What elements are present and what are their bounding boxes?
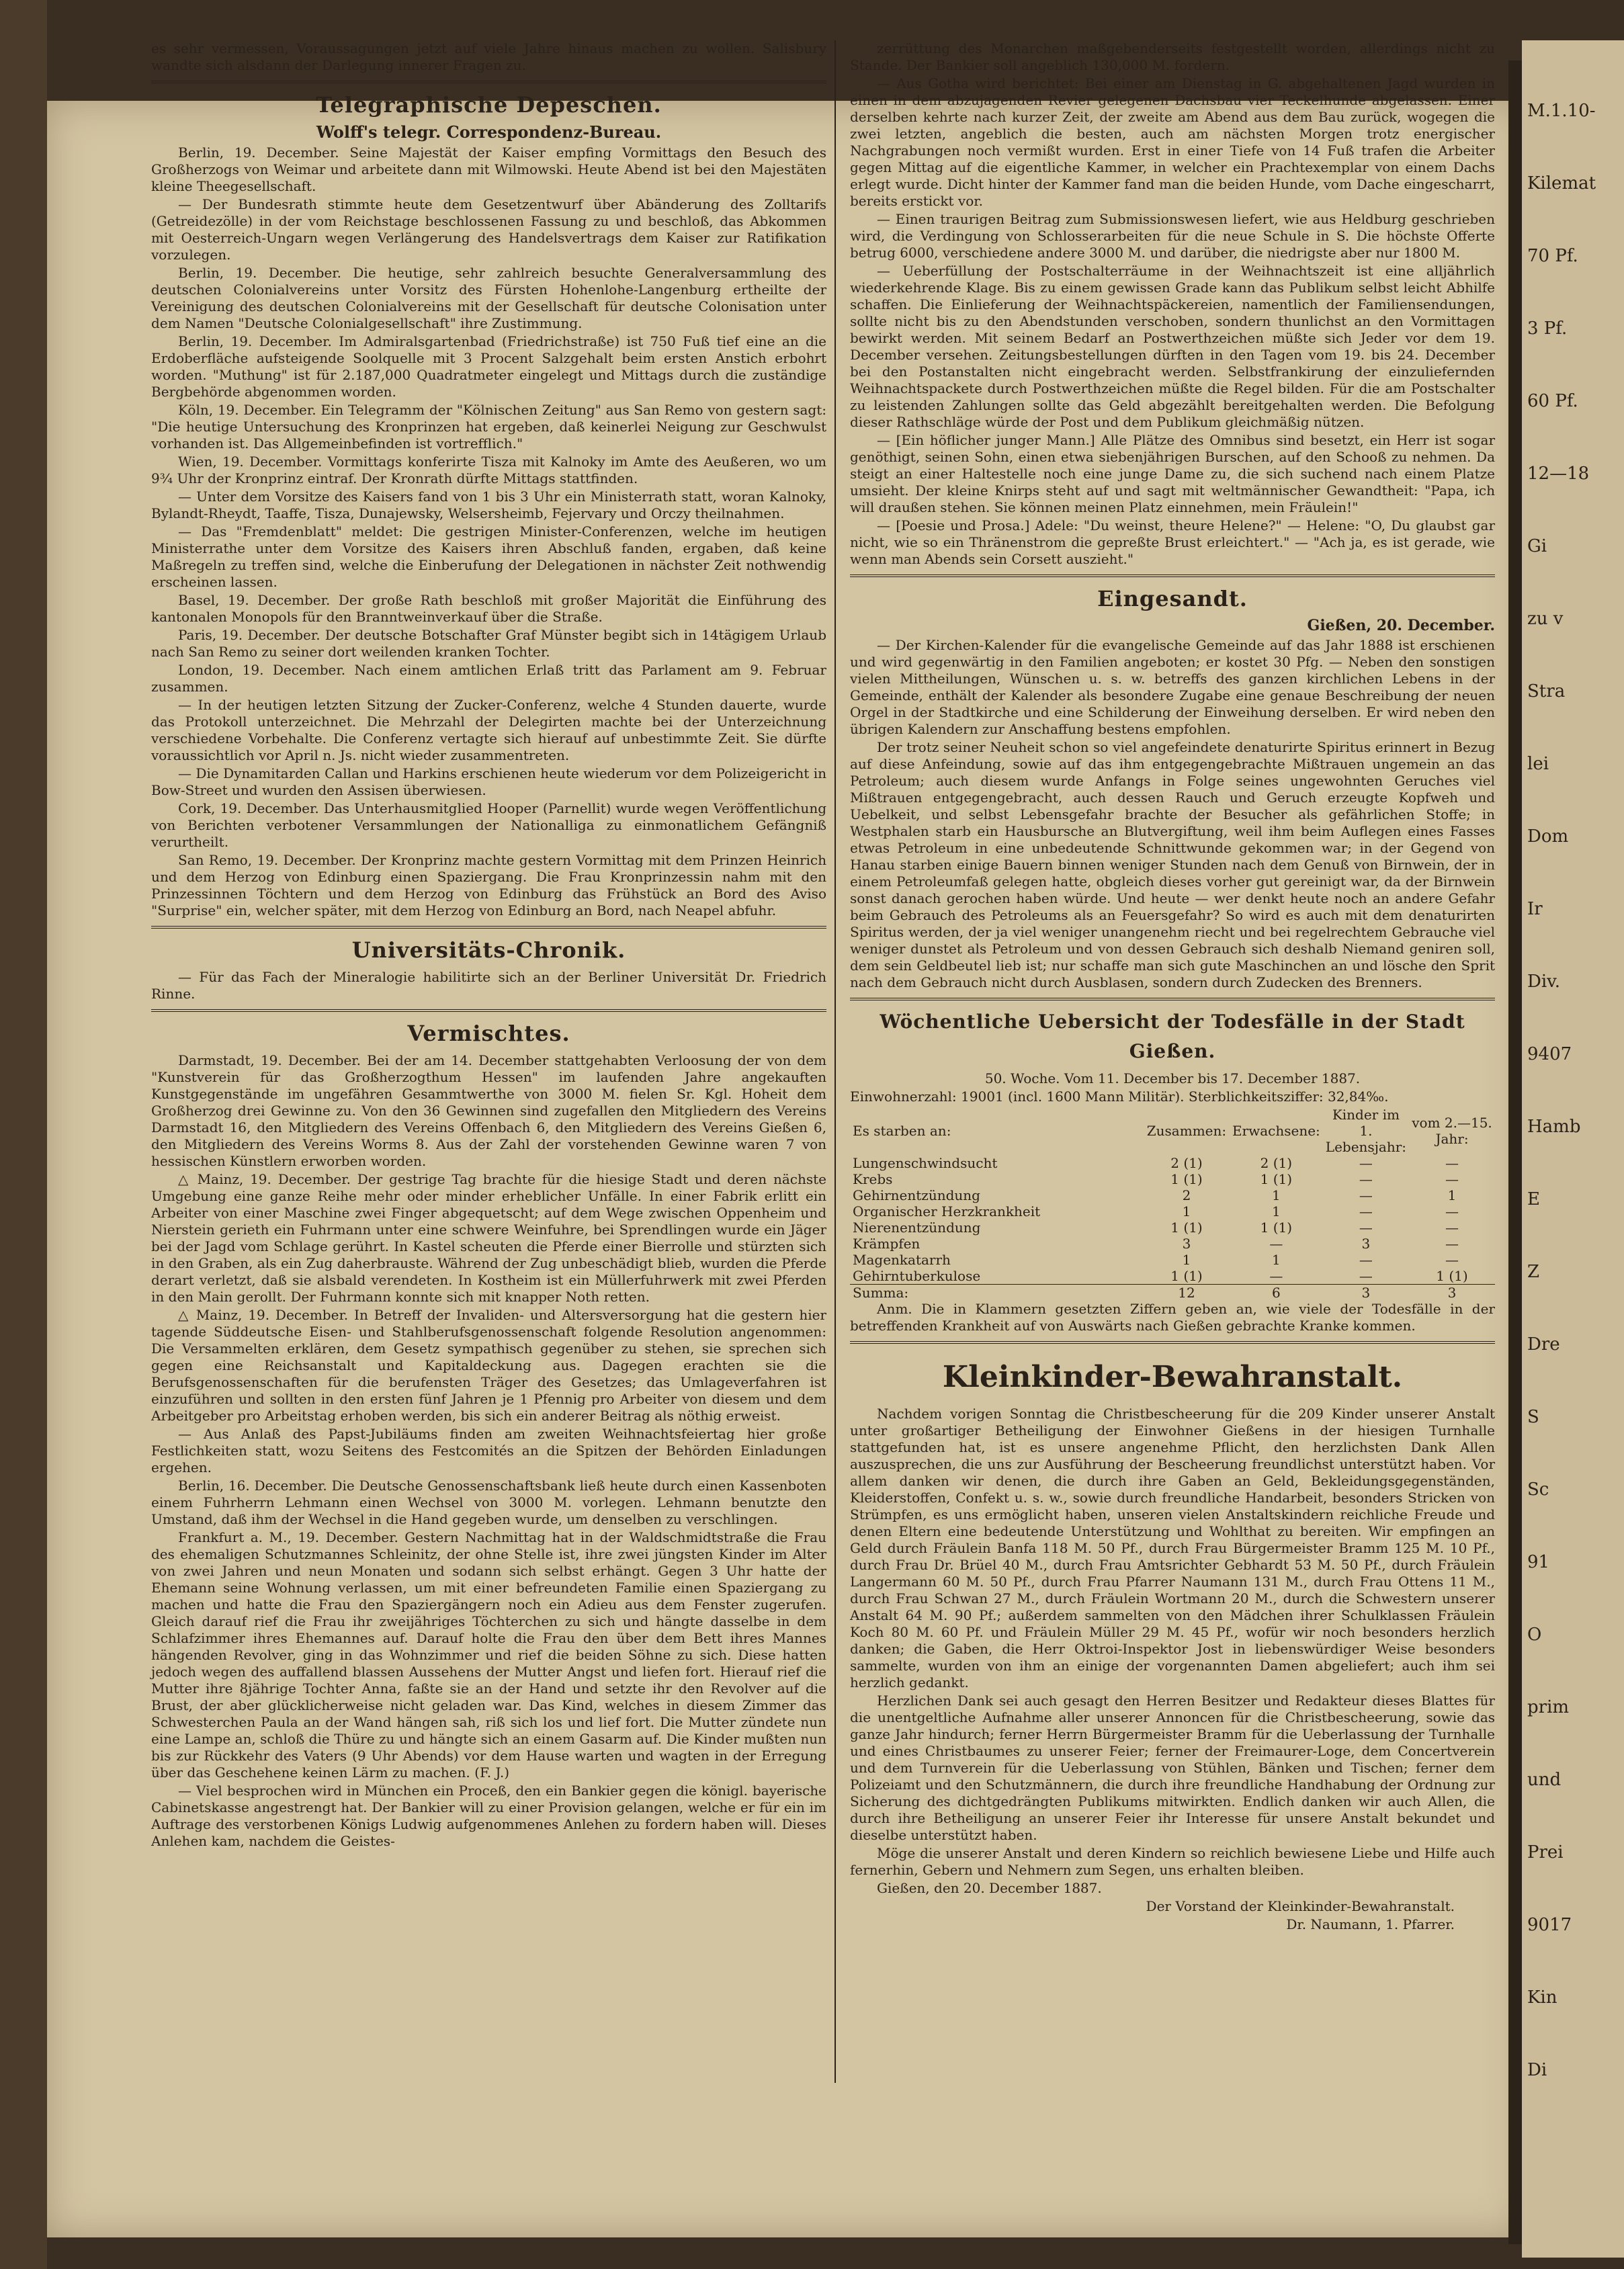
table-summary-row <box>850 1285 1495 1301</box>
misc-item: △ Mainz, 19. December. In Betreff der Invaliden- und Altersversorgung hat die gestern hier tagende Süddeutsche Eisen- und Stahlberufsgenossenschaft folgende Resolution angenommen: Die Versammelten erklären, dem Gesetz sympathisch gegenüber zu stehen, sie sprechen sich gegen eine Reichsanstalt und Kapitaldeckung aus. Dagegen erachten sie die Berufsgenossenschaften für die berufensten Träger des Gesetzes; das Umlageverfahren ist einzuführen und sollten in den ersten fünf Jahren je 1 Pfennig pro Arbeiter von diesem und dem Arbeitgeber pro Arbeitstag erhoben werden, bis sich ein anderer Beitrag als nöthig erweist. <box>151 1307 826 1424</box>
adjacent-page-fragment: Dom <box>1527 826 1569 847</box>
telegraph-item: Berlin, 19. December. Im Admiralsgartenbad (Friedrichstraße) ist 750 Fuß tief eine an die Erdoberfläche aufsteigende Soolquelle mit 3 Procent Salzgehalt beim ersten Anstich erbohrt worden. "Muthung" ist für 2.187,000 Quadratmeter eingelegt und Mittags durch die zuständige Bergbehörde abgenommen worden. <box>151 333 826 400</box>
count-cell: — <box>1445 1203 1459 1219</box>
telegraph-item: Berlin, 19. December. Seine Majestät der Kaiser empfing Vormittags den Besuch des Großherzogs von Weimar und arbeitete dann mit Wilmowski. Heute Abend ist bei den Majestäten kleine Theegesellschaft. <box>151 144 826 194</box>
count-cell: 1 <box>1272 1187 1281 1203</box>
count-cell: — <box>1445 1155 1459 1171</box>
count-cell: 1 (1) <box>1170 1268 1203 1284</box>
misc-item: Darmstadt, 19. December. Bei der am 14. December stattgehabten Verloosung der von dem "Kunstverein für das Großherzogthum Hessen" im laufenden Jahre angekauften Kunstgegenstände im ungefähren Gesammtwerthe von 3000 M. fielen Sr. Kgl. Hoheit dem Großherzog drei Gewinne zu. Von den 36 Gewinnen sind zugefallen den Mitgliedern des Vereins Darmstadt 16, den Mitgliedern des Vereins Offenbach 6, den Mitgliedern des Vereins Gießen 6, den Mitgliedern des Vereins Worms 8. Aus der Zahl der vorstehenden Gewinne waren 7 von hessischen Künstlern erworben worden. <box>151 1052 826 1169</box>
count-cell: — <box>1359 1252 1373 1268</box>
cause-cell: Krämpfen <box>853 1236 921 1252</box>
news-item: — [Ein höflicher junger Mann.] Alle Plätze des Omnibus sind besetzt, ein Herr ist sogar genöthigt, seinen Sohn, einen etwa siebenjährigen Burschen, auf den Schooß zu nehmen. Da steigt an einer Haltestelle noch eine junge Dame zu, die sich suchend nach einem Platze umsieht. Der kleine Knirps steht auf und sagt mit weltmännischer Gewandtheit: "Papa, ich will draußen stehen. Sie können meinen Platz einnehmen, mein Fräulein!" <box>850 432 1495 515</box>
count-cell: — <box>1359 1187 1373 1203</box>
column-rule <box>835 40 836 2083</box>
section-divider <box>151 81 826 83</box>
telegraph-item: — Die Dynamitarden Callan und Harkins erschienen heute wiederum vor dem Polizeigericht in Bow-Street und wurden den Assisen überwiesen. <box>151 765 826 798</box>
summa-cell: 3 <box>1323 1285 1409 1301</box>
count-cell: — <box>1359 1155 1373 1171</box>
adjacent-page-fragment: lei <box>1527 754 1549 774</box>
adjacent-page-fragment: S <box>1527 1407 1539 1427</box>
section-divider <box>850 574 1495 577</box>
adjacent-page-fragment: Di <box>1527 2060 1547 2080</box>
adjacent-page-fragment: Prei <box>1527 1842 1564 1863</box>
count-cell: — <box>1269 1236 1283 1252</box>
continued-list <box>850 40 1495 568</box>
adjacent-page-fragment: Z <box>1527 1262 1540 1282</box>
count-cell: 2 (1) <box>1260 1155 1293 1171</box>
telegraph-item: Köln, 19. December. Ein Telegramm der "Kölnischen Zeitung" aus San Remo von gestern sagt: "Die heutige Untersuchung des Kronprinzen hat ergeben, daß keinerlei Neigung zur Geschwulst vorhanden ist. Das Allgemeinbefinden ist vortrefflich." <box>151 402 826 452</box>
count-cell: 1 <box>1447 1187 1457 1203</box>
count-cell: — <box>1359 1219 1373 1236</box>
count-cell: 1 (1) <box>1436 1268 1468 1284</box>
telegraph-list <box>151 144 826 919</box>
cause-cell: Organischer Herzkrankheit <box>853 1203 1041 1219</box>
column-header: Zusammen: <box>1146 1123 1227 1139</box>
adjacent-page-fragment: 70 Pf. <box>1527 246 1578 266</box>
adjacent-page-fragment: 12—18 <box>1527 464 1590 484</box>
count-cell: 2 <box>1182 1187 1191 1203</box>
kinder-paragraph: Möge die unserer Anstalt und deren Kindern so reichlich bewiesene Liebe und Hilfe auch fernerhin, Gebern und Nehmern zum Segen, uns erhalten bleiben. <box>850 1845 1495 1878</box>
telegraph-item: San Remo, 19. December. Der Kronprinz machte gestern Vormittag mit dem Prinzen Heinrich und dem Herzog von Edinburg einen Spaziergang. Die Frau Kronprinzessin nahm mit den Prinzessinnen Töchtern und dem Herzog von Edinburg das Frühstück an Bord des Aviso "Surprise" ein, welcher später, mit dem Herzog von Edinburg an Bord, nach Neapel abfuhr. <box>151 852 826 918</box>
adjacent-page-fragment: 9017 <box>1527 1915 1572 1935</box>
cause-cell: Nierenentzündung <box>853 1219 981 1236</box>
count-cell: — <box>1359 1268 1373 1284</box>
column-header: Kinder im 1. Lebensjahr: <box>1325 1107 1407 1155</box>
cause-cell: Gehirnentzündung <box>853 1187 980 1203</box>
left-column <box>151 40 826 1851</box>
adjacent-page-fragment: Kilemat <box>1527 173 1596 194</box>
adjacent-page-fragment: 91 <box>1527 1552 1550 1572</box>
news-item: — Aus Gotha wird berichtet: Bei einer am Dienstag in G. abgehaltenen Jagd wurden in einen in dem abzujagenden Revier gelegenen Dachsbau vier Teckelhunde abgelassen. Einer derselben kehrte nach kurzer Zeit, der zweite am Abend aus dem Bau zurück, wogegen die zwei letzten, angeblich die besten, auch am nächsten Morgen trotz energischer Nachgrabungen noch vermißt wurden. Erst in einer Tiefe von 14 Fuß trafen die Arbeiter gegen Mittag auf die eigentliche Kammer, in welcher ein Prachtexemplar von einem Dachs erlegt wurde. Dicht hinter der Kammer fand man die beiden Hunde, vom Dache eingescharrt, bereits erstickt vor. <box>850 75 1495 209</box>
misc-list <box>151 1052 826 1850</box>
adjacent-page-fragment: Gi <box>1527 536 1547 556</box>
adjacent-page-edge <box>1522 40 1624 2258</box>
adjacent-page-fragment: und <box>1527 1770 1562 1790</box>
column-header: Es starben an: <box>853 1123 951 1139</box>
misc-heading: Vermischtes. <box>407 1021 570 1046</box>
telegraph-item: Berlin, 19. December. Die heutige, sehr zahlreich besuchte Generalversammlung des deutschen Colonialvereins unter Vorsitz des Fürsten Hohenlohe-Langenburg ertheilte der Vereinigung des deutschen Colonialvereins mit der Gesellschaft für deutsche Colonisation unter dem Namen "Deutsche Colonialgesellschaft" ihre Zustimmung. <box>151 265 826 331</box>
telegraph-heading: Telegraphische Depeschen. <box>316 92 662 118</box>
kinder-heading: Kleinkinder-Bewahranstalt. <box>942 1360 1403 1394</box>
count-cell: 1 <box>1272 1252 1281 1268</box>
count-cell: — <box>1445 1236 1459 1252</box>
telegraph-item: — Unter dem Vorsitze des Kaisers fand von 1 bis 3 Uhr ein Ministerrath statt, woran Kalnoky, Bylandt-Rheydt, Taaffe, Tisza, Dunajewsky, Welsersheimb, Fejervary und Orczy theilnahmen. <box>151 488 826 521</box>
adjacent-page-fragment: Stra <box>1527 681 1566 701</box>
adjacent-page-fragment: zu v <box>1527 609 1564 629</box>
adjacent-page-fragment: 60 Pf. <box>1527 391 1578 411</box>
right-column <box>850 40 1495 1934</box>
eingesandt-heading: Eingesandt. <box>1097 586 1248 611</box>
telegraph-item: Basel, 19. December. Der große Rath beschloß mit großer Majorität die Einführung des kantonalen Monopols für den Branntweinverkauf über die Straße. <box>151 592 826 625</box>
kinder-signature-name: Dr. Naumann, 1. Pfarrer. <box>1286 1916 1455 1932</box>
adjacent-page-fragment: M.1.10- <box>1527 101 1596 121</box>
kinder-list <box>850 1406 1495 1879</box>
cause-cell: Lungenschwindsucht <box>853 1155 998 1171</box>
telegraph-item: — In der heutigen letzten Sitzung der Zucker-Conferenz, welche 4 Stunden dauerte, wurde das Protokoll unterzeichnet. Die Mehrzahl der Delegirten machte bei der Unterzeichnung verschiedene Vorbehalte. Die Conferenz vertagte sich hierauf auf unbestimmte Zeit. Sie dürfte voraussichtlich vor April n. Js. nicht wieder zusammentreten. <box>151 697 826 763</box>
cause-cell: Magenkatarrh <box>853 1252 951 1268</box>
intro-paragraph: es sehr vermessen, Voraussagungen jetzt auf viele Jahre hinaus machen zu wollen. Salisbury wandte sich alsdann der Darlegung innerer Fragen zu. <box>151 40 826 73</box>
count-cell: — <box>1445 1252 1459 1268</box>
misc-item: — Viel besprochen wird in München ein Proceß, den ein Bankier gegen die königl. bayerische Cabinetskasse angestrengt hat. Der Bankier will zu einer Provision gelangen, welche er für ein im Auftrage des verstorbenen Königs Ludwig aufgenommenes Anlehen zu fordern haben will. Dieses Anlehen kam, nachdem die Geistes- <box>151 1783 826 1849</box>
news-item: — [Poesie und Prosa.] Adele: "Du weinst, theure Helene?" — Helene: "O, Du glaubst gar nicht, wie so ein Thränenstrom die gepreßte Brust erleichtert." — "Ach ja, es ist gerade, wie wenn man Abends sein Corsett auszieht." <box>850 517 1495 567</box>
count-cell: 1 (1) <box>1170 1171 1203 1187</box>
summa-cell: 6 <box>1230 1285 1323 1301</box>
count-cell: 1 <box>1182 1203 1191 1219</box>
misc-item: Berlin, 16. December. Die Deutsche Genossenschaftsbank ließ heute durch einen Kassenboten einem Fuhrherrn Lehmann einen Wechsel von 3000 M. vorlegen. Lehmann benutzte den Umstand, daß ihm der Wechsel in die Hand gegeben wurde, um denselben zu verschlingen. <box>151 1478 826 1527</box>
university-heading: Universitäts-Chronik. <box>351 937 626 963</box>
telegraph-item: Wien, 19. December. Vormittags konferirte Tisza mit Kalnoky im Amte des Aeußeren, wo um 9¾ Uhr der Kronprinz eintraf. Der Kronrath dürfte Mittags stattfinden. <box>151 454 826 486</box>
table-row <box>850 1219 1495 1236</box>
count-cell: 1 (1) <box>1260 1219 1293 1236</box>
eingesandt-dateline: Gießen, 20. December. <box>1307 617 1495 634</box>
deaths-note: Anm. Die in Klammern gesetzten Ziffern geben an, wie viele der Todesfälle in der betreffenden Krankheit auf von Auswärts nach Gießen gebrachte Kranke kommen. <box>850 1301 1495 1334</box>
section-divider <box>151 926 826 929</box>
count-cell: 1 <box>1272 1203 1281 1219</box>
section-divider <box>850 998 1495 1000</box>
telegraph-item: — Der Bundesrath stimmte heute dem Gesetzentwurf über Abänderung des Zolltarifs (Getreidezölle) in der vom Reichstage beschlossenen Fassung zu und beschloß, das Abkommen mit Oesterreich-Ungarn wegen Verlängerung des Handelsvertrags dem Kaiser zur Ratifikation vorzulegen. <box>151 196 826 263</box>
adjacent-page-fragment: O <box>1527 1625 1542 1645</box>
news-item: zerrüttung des Monarchen maßgebenderseits festgestellt worden, allerdings nicht zu Stande. Der Bankier soll angeblich 130,000 M. fordern. <box>850 40 1495 73</box>
book-binding <box>0 0 47 2269</box>
table-row <box>850 1252 1495 1268</box>
adjacent-page-fragment: 3 Pf. <box>1527 318 1568 339</box>
misc-item: △ Mainz, 19. December. Der gestrige Tag brachte für die hiesige Stadt und deren nächste Umgebung eine ganze Reihe mehr oder minder erheblicher Unfälle. In einer Fabrik erlitt ein Arbeiter von einer Maschine zwei Finger abgequetscht; auf dem Wege zwischen Oppenheim und Nierstein gerieth ein Fuhrmann unter eine schwere Weinfuhre, bei Sprendlingen wurde ein Jäger bei der Jagd vom Schlage gerührt. In Kastel scheuten die Pferde einer Bierrolle und stürzten sich in den Graben, als ein Zug daherbrauste. Während der Zug unbeschädigt blieb, wurden die Pferde derart verletzt, daß sie alsbald verendeten. In Kostheim ist ein Müllerfuhrwerk mit zwei Pferden in den Main gerollt. Der Fuhrmann konnte sich mit knapper Noth retten. <box>151 1171 826 1305</box>
adjacent-page-fragment: Dre <box>1527 1334 1560 1355</box>
deaths-heading: Wöchentliche Uebersicht der Todesfälle in der Stadt Gießen. <box>880 1011 1465 1062</box>
adjacent-page-fragment: 9407 <box>1527 1044 1572 1064</box>
cause-cell: Gehirntuberkulose <box>853 1268 981 1284</box>
telegraph-subheading: Wolff's telegr. Correspondenz-Bureau. <box>316 122 662 142</box>
news-item: — Ueberfüllung der Postschalterräume in der Weihnachtszeit ist eine alljährlich wiederkehrende Klage. Bis zu einem gewissen Grade kann das Publikum selbst leicht Abhilfe schaffen. Die Einlieferung der Weihnachtspäckereien, namentlich der Familiensendungen, sollte nicht bis zu den Abendstunden verschoben, sondern thunlichst an den Vormittagen bewirkt werden. Mit seinem Bedarf an Postwerthzeichen müßte sich Jeder vor dem 19. December versehen. Zeitungsbestellungen dürften in den Tagen vom 19. bis 24. December bei den Postanstalten nicht eingebracht werden. Selbstfrankirung der einzuliefernden Weihnachtspackete durch Postwerthzeichen müßte die Regel bilden. Für die am Postschalter zu leistenden Zahlungen sollte das Geld abgezählt bereitgehalten werden. Die Befolgung dieser Rathschläge würde der Post und dem Publikum gleichmäßig nützen. <box>850 263 1495 430</box>
deaths-table <box>850 1107 1495 1301</box>
cause-cell: Krebs <box>853 1171 893 1187</box>
table-row <box>850 1236 1495 1252</box>
table-row <box>850 1268 1495 1285</box>
news-item: — Einen traurigen Beitrag zum Submissionswesen liefert, wie aus Heldburg geschrieben wird, die Verdingung von Schlosserarbeiten für die neue Schule in S. Die höchste Offerte betrug 6000, verschiedene andere 3000 M. und darüber, die niedrigste aber nur 1800 M. <box>850 211 1495 261</box>
summa-label: Summa: <box>850 1285 1144 1301</box>
deaths-population: Einwohnerzahl: 19001 (incl. 1600 Mann Militär). Sterblichkeitsziffer: 32,84‰. <box>850 1088 1389 1105</box>
section-divider <box>151 1009 826 1012</box>
count-cell: — <box>1445 1219 1459 1236</box>
adjacent-page-fragment: Kin <box>1527 1987 1557 2008</box>
column-header: Erwachsene: <box>1232 1123 1320 1139</box>
count-cell: 3 <box>1361 1236 1371 1252</box>
table-row <box>850 1155 1495 1171</box>
page-gutter <box>1508 60 1522 2244</box>
telegraph-item: — Das "Fremdenblatt" meldet: Die gestrigen Minister-Conferenzen, welche im heutigen Ministerrathe unter dem Vorsitze des Kaisers ihren Abschluß fanden, ergaben, daß keine Maßregeln zu treffen sind, welche die Einberufung der Delegationen in nächster Zeit nothwendig erscheinen lassen. <box>151 523 826 590</box>
telegraph-item: Cork, 19. December. Das Unterhausmitglied Hooper (Parnellit) wurde wegen Veröffentlichung von Berichten verbotener Versammlungen der Nationalliga zu einmonatlichem Gefängniß verurtheilt. <box>151 800 826 850</box>
count-cell: — <box>1359 1203 1373 1219</box>
telegraph-item: Paris, 19. December. Der deutsche Botschafter Graf Münster begibt sich in 14tägigem Urlaub nach San Remo zu seiner dort weilenden kranken Tochter. <box>151 627 826 660</box>
adjacent-page-fragment: E <box>1527 1189 1540 1209</box>
deaths-week: 50. Woche. Vom 11. December bis 17. December 1887. <box>984 1070 1361 1086</box>
summa-cell: 12 <box>1144 1285 1230 1301</box>
adjacent-page-fragment: Sc <box>1527 1480 1549 1500</box>
adjacent-page-fragment: Hamb <box>1527 1117 1581 1137</box>
kinder-date: Gießen, den 20. December 1887. <box>877 1880 1102 1896</box>
university-text: — Für das Fach der Mineralogie habilitirte sich an der Berliner Universität Dr. Friedrich Rinne. <box>151 969 826 1002</box>
eingesandt-list <box>850 637 1495 991</box>
eingesandt-item: — Der Kirchen-Kalender für die evangelische Gemeinde auf das Jahr 1888 ist erschienen und wird gegenwärtig in den Familien angeboten; er kostet 30 Pfg. — Neben den sonstigen vielen Mittheilungen, Wünschen u. s. w. betreffs des ganzen kirchlichen Lebens in der Gemeinde, enthält der Kalender als besondere Zugabe eine genaue Beschreibung der neuen Orgel in der Stadtkirche und eine Schilderung der Einweihung derselben. Er wird neben den übrigen Kalendern zur Anschaffung bestens empfohlen. <box>850 637 1495 737</box>
misc-item: — Aus Anlaß des Papst-Jubiläums finden am zweiten Weihnachtsfeiertag hier große Festlichkeiten statt, wozu Seitens des Festcomités an die Spitzen der Behörden Einladungen ergehen. <box>151 1426 826 1475</box>
count-cell: — <box>1359 1171 1373 1187</box>
count-cell: — <box>1445 1171 1459 1187</box>
count-cell: 2 (1) <box>1170 1155 1203 1171</box>
section-divider <box>850 1341 1495 1344</box>
kinder-signature-board: Der Vorstand der Kleinkinder-Bewahranstalt. <box>1146 1898 1455 1914</box>
table-row <box>850 1187 1495 1203</box>
misc-item: Frankfurt a. M., 19. December. Gestern Nachmittag hat in der Waldschmidtstraße die Frau des ehemaligen Schutzmannes Schleinitz, der ohne Stelle ist, ihre zwei jüngsten Kinder im Alter von zwei Jahren und neun Monaten und sodann sich selbst erhängt. Gegen 3 Uhr hatte der Ehemann seine Wohnung verlassen, um mit einer befreundeten Familie einen Spaziergang zu machen und hatte die Frau den Spaziergängern noch ein Adieu aus dem Fenster zugerufen. Gleich darauf rief die Frau ihr zweijähriges Töchterchen zu sich und hängte dasselbe in dem Schlafzimmer ihres Ehemannes auf. Darauf holte die Frau den über dem Bett ihres Mannes hängenden Revolver, ging in das Wohnzimmer und rief die beiden Söhne zu sich. Diese hatten jedoch wegen des auffallend blassen Aussehens der Mutter Angst und liefen fort. Hierauf rief die Mutter ihre 8jährige Tochter Anna, faßte sie an der Hand und setzte ihr den Revolver auf die Brust, der aber glücklicherweise nicht geladen war. Das Kind, welches in diesem Zimmer das Schwesterchen Paula an der Wand hängen sah, riß sich los und lief fort. Die Mutter zündete nun eine Lampe an, schloß die Thüre zu und hängte sich an einem Gasarm auf. Die Kinder mußten nun bis zur Rückkehr des Vaters (9 Uhr Abends) vor dem Hause warten und wagten in der Erregung über das Geschehene keinen Lärm zu machen. (F. J.) <box>151 1529 826 1781</box>
telegraph-item: London, 19. December. Nach einem amtlichen Erlaß tritt das Parlament am 9. Februar zusammen. <box>151 662 826 695</box>
adjacent-page-fragment: Div. <box>1527 972 1561 992</box>
kinder-paragraph: Herzlichen Dank sei auch gesagt den Herren Besitzer und Redakteur dieses Blattes für die unentgeltliche Aufnahme aller unserer Annoncen für die Christbescheerung, sowie das ganze Jahr hindurch; ferner Herrn Bürgermeister Bramm für die Ueberlassung der Turnhalle und eines Christbaumes zu unserer Feier; ferner der Freimaurer-Loge, dem Concertverein und dem Turnverein für die Ueberlassung von Stühlen, Bänken und Tischen; ferner dem Polizeiamt und den Schutzmännern, die durch ihre freundliche Handhabung der Ordnung zur Sicherung des dichtgedrängten Publikums mitwirkten. Endlich danken wir auch Allen, die durch ihre Betheiligung an unserer Feier ihr Interesse für unsere Anstalt bekundet und dieselbe unterstützt haben. <box>850 1693 1495 1843</box>
column-header: vom 2.—15. Jahr: <box>1412 1115 1492 1147</box>
table-row <box>850 1171 1495 1187</box>
count-cell: 1 (1) <box>1260 1171 1293 1187</box>
summa-cell: 3 <box>1409 1285 1495 1301</box>
table-row <box>850 1203 1495 1219</box>
adjacent-page-fragment: Ir <box>1527 899 1543 919</box>
count-cell: 3 <box>1182 1236 1191 1252</box>
count-cell: — <box>1269 1268 1283 1284</box>
count-cell: 1 (1) <box>1170 1219 1203 1236</box>
kinder-paragraph: Nachdem vorigen Sonntag die Christbescheerung für die 209 Kinder unserer Anstalt unter großartiger Betheiligung der Einwohner Gießens in der hiesigen Turnhalle stattgefunden hat, ist es unsere angenehme Pflicht, den herzlichsten Dank Allen auszusprechen, die uns zur Ausführung der Bescheerung freundlichst unterstützt haben. Vor allem danken wir denen, die durch ihre Gaben an Geld, Bekleidungsgegenständen, Kleiderstoffen, Confekt u. s. w., sowie durch freundliche Handarbeit, besonders Stricken von Strümpfen, es uns ermöglicht haben, unseren vielen Anstaltskindern reichliche Freude und denen Eltern eine bedeutende Unterstützung und Wohlthat zu bereiten. Wir empfingen an Geld durch Fräulein Banfa 118 M. 50 Pf., durch Frau Bürgermeister Bramm 125 M. 10 Pf., durch Frau Dr. Brüel 40 M., durch Frau Amtsrichter Gebhardt 53 M. 50 Pf., durch Fräulein Langermann 60 M. 50 Pf., durch Frau Pfarrer Naumann 131 M., durch Frau Ottens 11 M., durch Frau Schwan 27 M., durch Fräulein Wortmann 20 M., durch die Schwestern unserer Anstalt 64 M. 90 Pf.; außerdem sammelten von den Mädchen ihrer Schulklassen Fräulein Koch 80 M. 60 Pf. und Fräulein Müller 29 M. 45 Pf., wofür wir noch besonders herzlich danken; die Gaben, die Herr Oktroi-Inspektor Jost in liebenswürdiger Weise besonders sammelte, wurden von ihm an einige der vorgenannten Damen abgeliefert; auch ihm sei herzlich gedankt. <box>850 1406 1495 1690</box>
table-header-row <box>850 1107 1495 1155</box>
eingesandt-item: Der trotz seiner Neuheit schon so viel angefeindete denaturirte Spiritus erinnert in Bezug auf diese Anfeindung, sowie auf das ihm entgegengebrachte Mißtrauen ungemein an das Petroleum; auch diesem wurde Anfangs in Folge seines ungewohnten Geruches viel Mißtrauen entgegengebracht, auch dessen Rauch und Geruch erzeugte Kopfweh und Uebelkeit, und selbst Lebensgefahr brachte der Besucher als gefährlichen Stoffe; in Westphalen starb ein Hausbursche an Blutvergiftung, weil ihm beim Auflegen eines Fasses etwas Petroleum in eine unbedeutende Schnittwunde gekommen war; in der Gegend von Hanau starben einige Bauern binnen weniger Stunden nach dem Genuß von Birnwein, der in einem Petroleumfaß gelegen hatte, obgleich dieses vorher gut gereinigt war, da der Birnwein sonst danach gerochen haben würde. Und heute — wer denkt heute noch an andere Gefahr beim Gebrauch des Petroleums als an Feuersgefahr? So wird es auch mit dem denaturirten Spiritus werden, der ja viel weniger unangenehm riecht und bei regelrechtem Gebrauche viel weniger dunstet als Petroleum und von dessen Gebrauch sich deshalb Niemand geniren soll, dem sein Geldbeutel lieb ist; nur schaffe man sich gute Maschinchen an und lösche den Sprit nach dem Gebrauch nicht durch Ausblasen, sondern durch Zudecken des Brenners. <box>850 739 1495 990</box>
adjacent-page-fragment: prim <box>1527 1697 1570 1717</box>
count-cell: 1 <box>1182 1252 1191 1268</box>
